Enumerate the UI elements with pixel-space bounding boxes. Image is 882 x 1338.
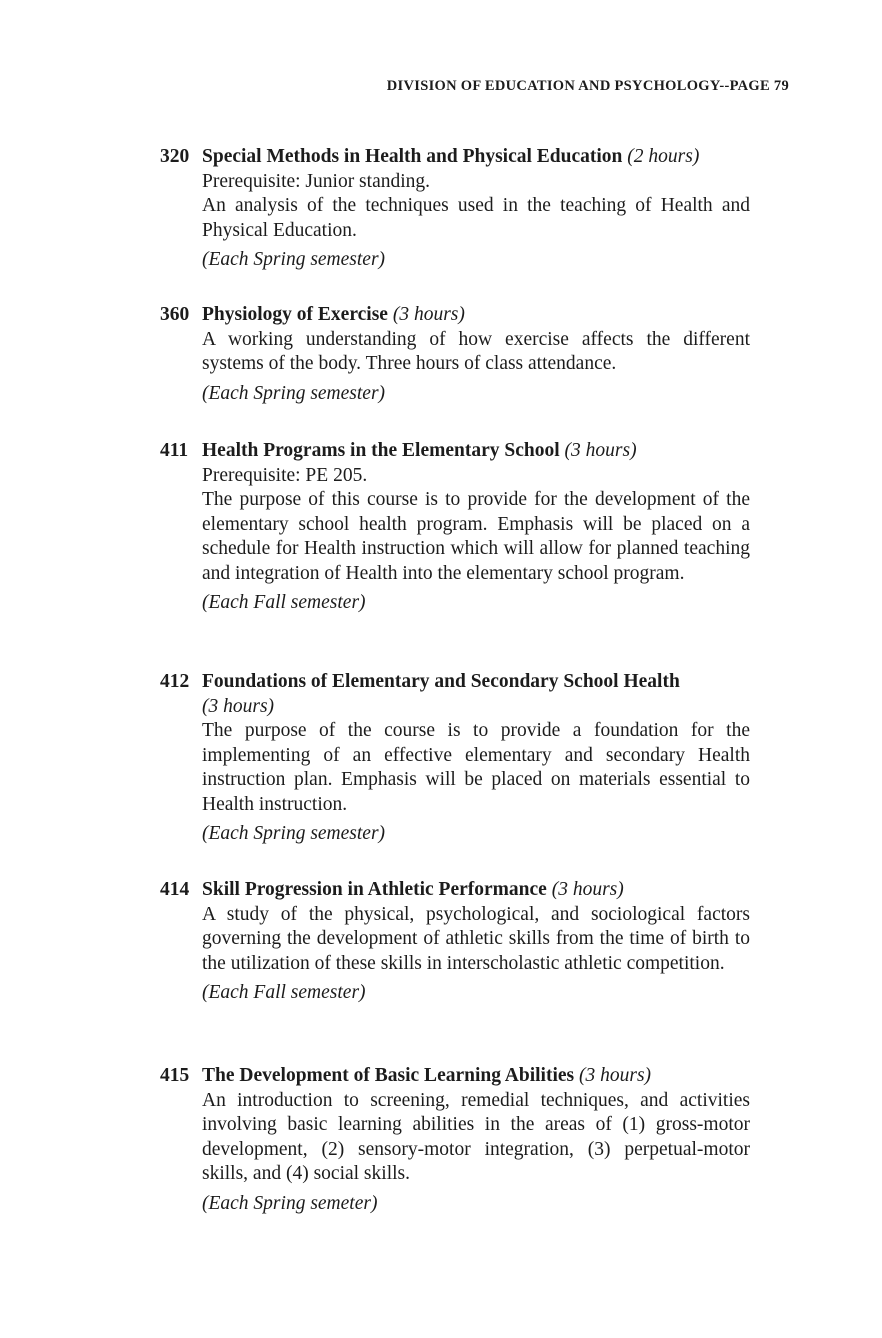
course-hours: (3 hours) xyxy=(551,879,624,900)
course-hours: (2 hours) xyxy=(627,146,700,167)
course-number: 415 xyxy=(160,1065,190,1086)
course-entry-414 xyxy=(160,878,750,1006)
course-body xyxy=(160,328,750,407)
course-heading xyxy=(160,303,750,328)
course-hours: (3 hours) xyxy=(579,1065,652,1086)
course-hours: (3 hours) xyxy=(392,304,465,325)
course-entry-320 xyxy=(160,145,750,273)
course-offered: (Each Fall semester) xyxy=(202,982,366,1003)
course-number: 360 xyxy=(160,304,190,325)
course-number: 320 xyxy=(160,146,190,167)
course-description: An analysis of the techniques used in the teaching of Health and Physical Education. xyxy=(202,195,750,241)
running-head: DIVISION OF EDUCATION AND PSYCHOLOGY--PAGE 79 xyxy=(386,78,789,94)
course-prerequisite: Prerequisite: PE 205. xyxy=(202,464,368,486)
course-description: An introduction to screening, remedial techniques, and activities involving basic learning abilities in the areas of (1) gross-motor development, (2) sensory-motor integration, (3) perpetual-motor skills, and (4) social skills. xyxy=(202,1089,750,1184)
course-title: Skill Progression in Athletic Performance xyxy=(202,879,547,900)
course-number: 411 xyxy=(160,440,189,461)
course-heading xyxy=(160,878,750,903)
course-body xyxy=(160,464,750,616)
course-hours: (3 hours) xyxy=(202,695,275,717)
course-entry-415 xyxy=(160,1064,750,1216)
course-title: Foundations of Elementary and Secondary School Health xyxy=(202,671,680,692)
course-title: Physiology of Exercise xyxy=(202,304,388,325)
course-offered: (Each Spring semester) xyxy=(202,823,386,844)
course-description: A working understanding of how exercise affects the different systems of the body. Three hours of class attendance. xyxy=(202,328,750,374)
course-entry-411 xyxy=(160,439,750,616)
course-body xyxy=(160,903,750,1006)
course-heading xyxy=(160,145,750,170)
course-offered: (Each Spring semester) xyxy=(202,249,386,270)
course-hours: (3 hours) xyxy=(564,440,637,461)
course-description: The purpose of this course is to provide for the development of the elementary school health program. Emphasis will be placed on a schedule for Health instruction which will allow for planned teaching and integration of Health into the elementary school program. xyxy=(202,489,750,584)
course-body xyxy=(160,170,750,273)
course-heading xyxy=(160,1064,750,1089)
course-body xyxy=(160,1089,750,1217)
course-title: The Development of Basic Learning Abilities xyxy=(202,1065,575,1086)
course-number: 414 xyxy=(160,879,190,900)
course-body xyxy=(160,695,750,847)
course-title: Health Programs in the Elementary School xyxy=(202,440,560,461)
course-description: The purpose of the course is to provide a foundation for the implementing of an effective elementary and secondary Health instruction plan. Emphasis will be placed on materials essential to Health instruction. xyxy=(202,720,750,815)
course-entry-360 xyxy=(160,303,750,406)
course-offered: (Each Fall semester) xyxy=(202,592,366,613)
course-title: Special Methods in Health and Physical Education xyxy=(202,146,623,167)
course-description: A study of the physical, psychological, and sociological factors governing the development of athletic skills from the time of birth to the utilization of these skills in interscholastic athletic competition. xyxy=(202,903,750,974)
course-heading xyxy=(160,439,750,464)
course-number: 412 xyxy=(160,671,190,692)
course-offered: (Each Spring semester) xyxy=(202,382,386,404)
course-heading xyxy=(160,670,750,695)
course-entry-412 xyxy=(160,670,750,847)
course-offered: (Each Spring semeter) xyxy=(202,1192,378,1214)
course-prerequisite: Prerequisite: Junior standing. xyxy=(202,170,431,192)
